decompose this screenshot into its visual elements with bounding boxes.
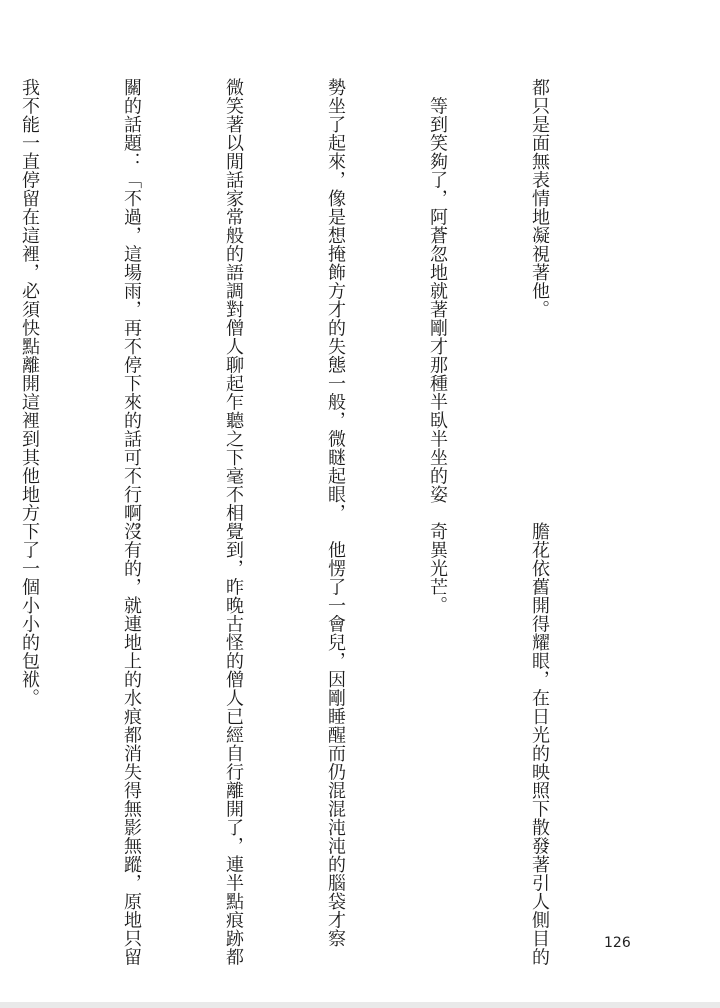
text-column: 奇異光芒。 [427,522,448,615]
upper-text-block [0,78,624,541]
page-number: 126 [604,935,631,951]
text-column: 我不能一直停留在這裡，必須快點離開這裡到其他地方 [19,78,40,522]
text-column: 膽花依舊開得耀眼，在日光的映照下散發著引人側目的 [529,522,550,966]
text-column: 勢坐了起來，像是想掩飾方才的失態一般，微瞇起眼， [325,78,346,522]
text-column: 關的話題：「不過，這場雨，再不停下來的話可不行啊。 [121,78,142,541]
text-column: 微笑著以閒話家常般的語調對僧人聊起乍聽之下毫不相 [223,78,244,522]
text-column: 沒有的，就連地上的水痕都消失得無影無蹤，原地只留 [121,522,142,966]
text-column: 等到笑夠了，阿蒼忽地就著剛才那種半臥半坐的姿 [427,78,448,504]
text-column: 都只是面無表情地凝視著他。 [529,78,550,319]
lower-text-block [0,522,624,966]
text-column: 他愣了一會兒，因剛睡醒而仍混混沌沌的腦袋才察 [325,522,346,948]
text-column: 覺到，昨晚古怪的僧人已經自行離開了，連半點痕跡都 [223,522,244,966]
text-column: 下了一個小小的包袱。 [19,522,40,707]
page-bottom-edge [0,1002,720,1008]
